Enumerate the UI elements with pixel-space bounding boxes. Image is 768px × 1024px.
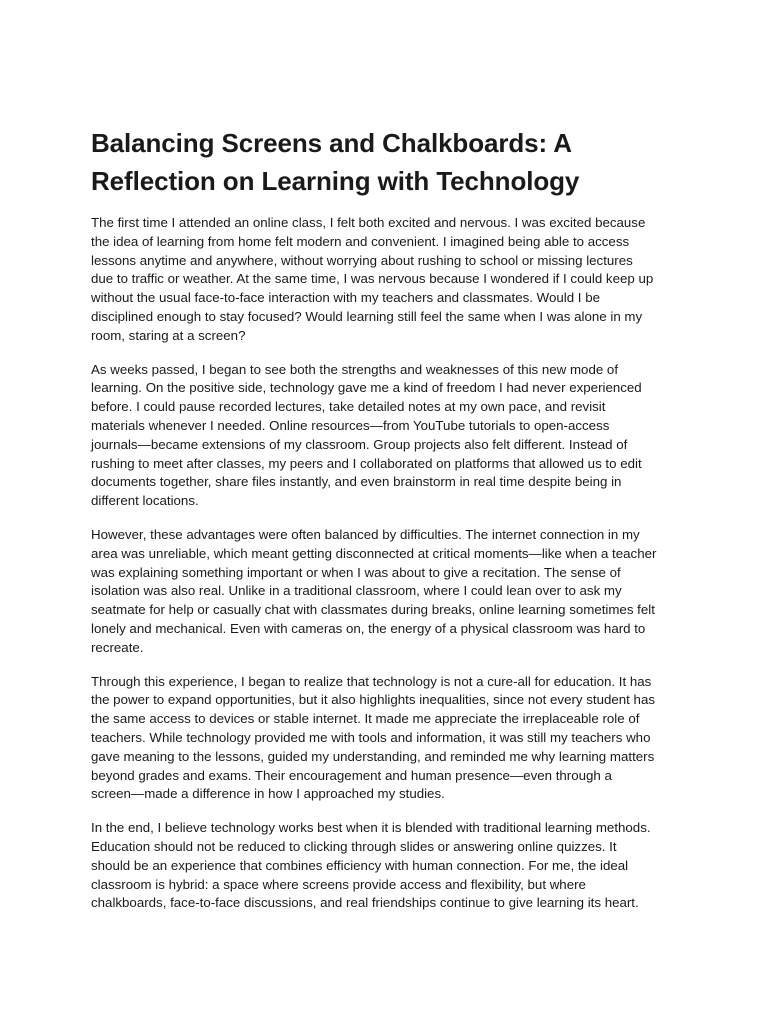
text-line: recreate.	[91, 639, 144, 655]
text-line: was explaining something important or when I was about to give a recitation. The sense of	[91, 564, 621, 580]
text-line: teachers. While technology provided me with tools and information, it was still my teachers who	[91, 729, 651, 745]
title-line: Balancing Screens and Chalkboards: A	[91, 128, 572, 158]
text-line: the idea of learning from home felt modern and convenient. I imagined being able to access	[91, 233, 630, 249]
paragraph-2	[91, 361, 681, 511]
text-line: In the end, I believe technology works best when it is blended with traditional learning methods.	[91, 820, 651, 836]
text-line: disciplined enough to stay focused? Would learning still feel the same when I was alone in my	[91, 308, 643, 324]
text-line: before. I could pause recorded lectures, take detailed notes at my own pace, and revisit	[91, 399, 606, 415]
text-line: Education should not be reduced to clicking through slides or answering online quizzes. It	[91, 838, 617, 854]
text-line: seatmate for help or casually chat with classmates during breaks, online learning sometimes felt	[91, 602, 655, 618]
text-line: Through this experience, I began to realize that technology is not a cure-all for education. It has	[91, 673, 652, 689]
text-line: screen—made a difference in how I approached my studies.	[91, 786, 445, 802]
paragraph-5	[91, 819, 681, 913]
text-line: As weeks passed, I began to see both the strengths and weaknesses of this new mode of	[91, 361, 619, 377]
text-line: lessons anytime and anywhere, without worrying about rushing to school or missing lectures	[91, 252, 633, 268]
paragraph-4	[91, 673, 681, 805]
text-line: area was unreliable, which meant getting disconnected at critical moments—like when a teacher	[91, 545, 657, 561]
text-line: documents together, share files instantly, and even brainstorm in real time despite being in	[91, 474, 622, 490]
title-line: Reflection on Learning with Technology	[91, 166, 580, 196]
text-line: learning. On the positive side, technology gave me a kind of freedom I had never experienced	[91, 380, 642, 396]
text-line: journals—became extensions of my classroom. Group projects also felt different. Instead of	[91, 436, 628, 452]
text-line: the same access to devices or stable internet. It made me appreciate the irreplaceable role of	[91, 711, 640, 727]
text-line: rushing to meet after classes, my peers and I collaborated on platforms that allowed us to edit	[91, 455, 642, 471]
text-line: the power to expand opportunities, but it also highlights inequalities, since not every student has	[91, 692, 655, 708]
text-line: chalkboards, face-to-face discussions, and real friendships continue to give learning its heart.	[91, 895, 639, 911]
paragraph-1	[91, 214, 681, 346]
text-line: due to traffic or weather. At the same time, I was nervous because I wondered if I could keep up	[91, 271, 654, 287]
text-line: lonely and mechanical. Even with cameras on, the energy of a physical classroom was hard to	[91, 620, 646, 636]
text-line: classroom is hybrid: a space where screens provide access and flexibility, but where	[91, 876, 586, 892]
paragraph-3	[91, 526, 681, 658]
text-line: gave meaning to the lessons, guided my understanding, and reminded me why learning matters	[91, 748, 655, 764]
document-page	[91, 124, 681, 928]
text-line: The first time I attended an online class, I felt both excited and nervous. I was excited because	[91, 215, 646, 230]
text-line: However, these advantages were often balanced by difficulties. The internet connection in my	[91, 526, 640, 542]
text-line: materials whenever I needed. Online resources—from YouTube tutorials to open-access	[91, 417, 610, 433]
text-line: without the usual face-to-face interaction with my teachers and classmates. Would I be	[91, 290, 600, 306]
document-title	[91, 124, 681, 200]
text-line: beyond grades and exams. Their encouragement and human presence—even through a	[91, 767, 612, 783]
text-line: room, staring at a screen?	[91, 327, 246, 343]
text-line: should be an experience that combines efficiency with human connection. For me, the ideal	[91, 857, 629, 873]
text-line: different locations.	[91, 493, 199, 509]
text-line: isolation was also real. Unlike in a traditional classroom, where I could lean over to ask my	[91, 583, 622, 599]
